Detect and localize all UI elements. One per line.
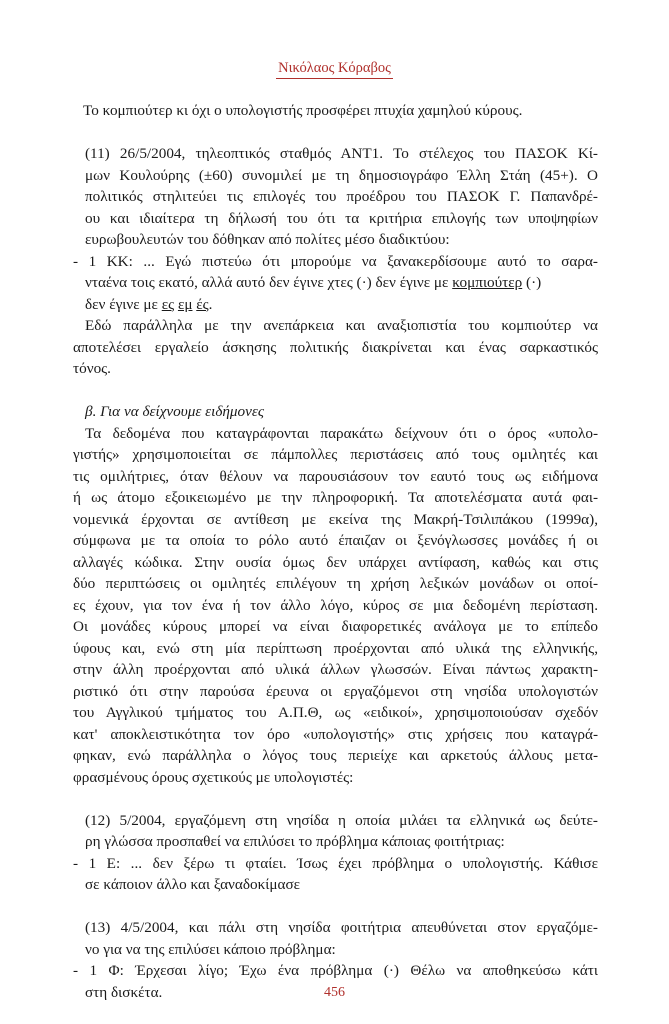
text-line: σε κάποιον άλλο και ξαναδοκίμασε (85, 876, 301, 893)
text-line: (12) 5/2004, εργαζόμενη στη νησίδα η οποία μιλάει τα ελληνικά ως δεύτε- (85, 811, 598, 829)
page-number: 456 (324, 985, 345, 1000)
text-line: - 1 Φ: Έρχεσαι λίγο; Έχω ένα πρόβλημα (·) Θέλω να αποθηκεύσω κάτι (73, 962, 598, 979)
underlined-word: ες (161, 295, 175, 313)
text-line: φηκαν, ενώ παράλληλα ο λόγος τους περιείχε και αρκετούς άλλους μετα- (73, 747, 598, 764)
text-line: ριστικό ότι στην παρούσα έρευνα οι εργαζόμενοι στη νησίδα υπολογιστών (73, 682, 598, 700)
text-line (73, 294, 598, 316)
text-line: - 1 Ε: ... δεν ξέρω τι φταίει. Ίσως έχει πρόβλημα ο υπολογιστής. Κάθισε (73, 854, 598, 872)
text-line: σύμφωνα με τα οποία το ρόλο αυτό έπαιζαν οι ξενόγλωσσες μονάδες ή οι (73, 532, 598, 549)
text-line: στη δισκέτα. (85, 983, 163, 1001)
text-line: Οι μονάδες κύρους μπορεί να είναι διαφορετικές ανάλογα με το επίπεδο (73, 618, 598, 635)
underlined-word: εμ (177, 295, 193, 313)
example-11 (73, 143, 598, 380)
text-span: . (208, 295, 213, 313)
example-12 (73, 810, 598, 896)
text-line (73, 272, 598, 294)
text-line: - 1 ΚΚ: ... Εγώ πιστεύω ότι μπορούμε να ξανακερδίσουμε αυτό το σαρα- (73, 252, 598, 270)
body-text (73, 100, 598, 1003)
text-line: (11) 26/5/2004, τηλεοπτικός σταθμός ΑΝΤ1. Το στέλεχος του ΠΑΣΟΚ Κί- (85, 145, 598, 162)
text-line: μων Κουλούρης (±60) συνομιλεί με τη δημοσιογράφο Έλλη Στάη (45+). Ο (85, 166, 598, 184)
text-line: γιστής» χρησιμοποιείται σε πάμπολλες περιστάσεις από τους ομιλητές και (73, 446, 598, 463)
text-line: τις ομιλήτριες, όταν θέλουν να παρουσιάσουν τον εαυτό τους ως ειδήμονα (73, 467, 598, 485)
text-line: Τα δεδομένα που καταγράφονται παρακάτω δείχνουν ότι ο όρος «υπολο- (85, 424, 598, 442)
text-line: Εδώ παράλληλα με την ανεπάρκεια και αναξιοπιστία του κομπιούτερ να (85, 317, 598, 334)
text-line: τόνος. (73, 360, 111, 377)
text-line: νομενικά έρχονται σε αντίθεση με εκείνα της Μακρή-Τσιλιπάκου (1999α), (73, 510, 598, 528)
running-head-text: Νικόλαος Κόραβος (276, 60, 393, 79)
text-span: νταένα τοις εκατό, αλλά αυτό δεν έγινε χτες (·) δεν έγινε με (85, 274, 453, 291)
text-line: δύο περιπτώσεις οι ομιλητές επιλέγουν τη χρήση λεξικών μονάδων οι οποί- (73, 575, 598, 592)
text-line: νο για να της επιλύσει κάποιο πρόβλημα: (85, 940, 336, 958)
text-line: του Αγγλικού τμήματος του Α.Π.Θ, ως «ειδικοί», χρησιμοποιούσαν σχεδόν (73, 704, 598, 721)
section-heading: β. Για να δείχνουμε ειδήμονες (85, 403, 265, 420)
text-line: κατ' αποκλειστικότητα τον όρο «υπολογιστής» στις χρήσεις που καταγρά- (73, 725, 598, 743)
text-line: πολιτικός στηλιτεύει τις επιλογές του προέδρου του ΠΑΣΟΚ Γ. Παπανδρέ- (85, 188, 598, 205)
text-line: αλλαγές κώδικα. Στην ουσία όμως δεν υπάρχει αντίφαση, καθώς και στις (73, 553, 598, 571)
section-b (73, 401, 598, 788)
text-line: αποτελέσει εργαλείο άσκησης πολιτικής διακρίνεται και ένας σαρκαστικός (73, 338, 598, 356)
epigraph: Το κομπιούτερ κι όχι ο υπολογιστής προσφέρει πτυχία χαμηλού κύρους. (83, 102, 523, 119)
text-line: ύφους και, ενώ στη μία περίπτωση προέρχονται από υλικά της ελληνικής, (73, 639, 598, 657)
text-line: ου και ιδιαίτερα τη δήλωσή του ότι τα κριτήρια επιλογής των υποψηφίων (85, 209, 598, 227)
text-line: φρασμένους όρους σχετικούς με υπολογιστές: (73, 768, 354, 786)
text-line: στην άλλη προέρχονται από υλικά άλλων γλωσσών. Είναι πάντως χαρακτη- (73, 661, 598, 678)
running-head (0, 60, 669, 79)
text-span: δεν έγινε με (85, 295, 162, 313)
text-line: ρη γλώσσα προσπαθεί να επιλύσει το πρόβλημα κάποιας φοιτήτριας: (85, 833, 505, 850)
underlined-word: ές (196, 295, 209, 313)
text-line: ή ως άτομο εξοικειωμένο με την πληροφορική. Τα αποτελέσματα αυτά φαι- (73, 489, 598, 506)
text-line: ες έχουν, για τον ένα ή τον άλλο λόγο, κύρος σε μια δεδομένη περίσταση. (73, 596, 598, 614)
underlined-word: κομπιούτερ (452, 274, 523, 291)
text-line: ευρωβουλευτών του δόθηκαν από πολίτες μέσο διαδικτύου: (85, 231, 450, 248)
text-line: (13) 4/5/2004, και πάλι στη νησίδα φοιτήτρια απευθύνεται στον εργαζόμε- (85, 919, 598, 936)
text-span: (·) (522, 274, 542, 291)
